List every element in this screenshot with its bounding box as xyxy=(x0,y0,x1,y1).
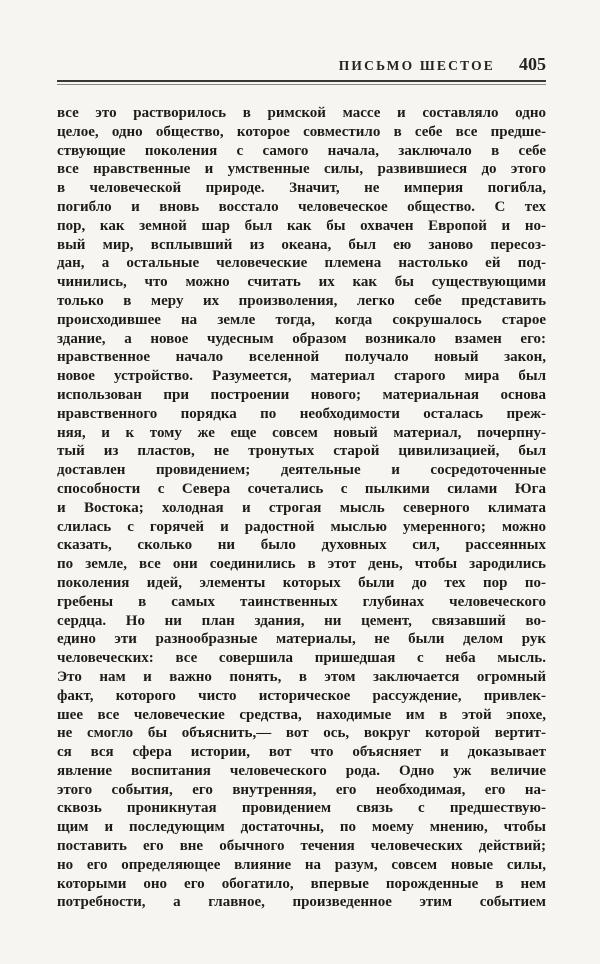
text-line: целое, одно общество, которое совместило в себе все предше- xyxy=(57,123,546,140)
text-line: сквозь проникнутая провидением связь с предшествую- xyxy=(57,800,546,817)
text-line: в человеческой природе. Значит, не империя погибла, xyxy=(57,180,546,197)
text-line: только в меру их произволения, легко себе представить xyxy=(57,292,546,309)
text-line: Это нам и важно понять, в этом заключается огромный xyxy=(57,668,546,685)
text-line: здание, а новое чудесным образом возникало взамен его: xyxy=(57,330,546,347)
running-title: ПИСЬМО ШЕСТОЕ xyxy=(338,58,495,73)
text-line: шее все человеческие средства, находимые им в этой эпохе, xyxy=(57,706,546,723)
text-line: новое устройство. Разумеется, материал старого мира был xyxy=(57,368,546,385)
text-line: способности с Севера сочетались с пылкими силами Юга xyxy=(57,480,546,497)
body-text xyxy=(57,104,546,912)
text-line: ствующие поколения с самого начала, заключало в себе xyxy=(57,142,546,159)
text-line: потребности, а главное, произведенное этим событием xyxy=(57,894,546,911)
text-line: которыми оно его обогатило, впервые порожденные в нем xyxy=(57,875,546,892)
text-line: и Востока; холодная и строгая мысль северного климата xyxy=(57,499,546,516)
text-line: слилась с горячей и радостной мыслью умеренного; можно xyxy=(57,518,546,535)
text-line: но его определяющее влияние на разум, совсем новые силы, xyxy=(57,856,546,873)
text-line: по земле, все они соединились в этот день, чтобы зародились xyxy=(57,556,546,573)
text-line: няя, и к тому же еще совсем новый материал, почерпну- xyxy=(57,424,546,441)
text-line: гребены в самых таинственных глубинах человеческого xyxy=(57,593,546,610)
text-line: щим и последующим достаточны, по моему мнению, чтобы xyxy=(57,819,546,836)
text-line: поколения идей, элементы которых были до тех пор по- xyxy=(57,574,546,591)
text-line: использован при построении нового; материальная основа xyxy=(57,386,546,403)
text-line: факт, которого чисто историческое рассуждение, привлек- xyxy=(57,687,546,704)
text-line: происходившее на земле тогда, когда сокрушалось старое xyxy=(57,311,546,328)
header-rule xyxy=(57,80,546,85)
text-line: сказать, сколько ни было духовных сил, рассеянных xyxy=(57,537,546,554)
text-line: доставлен провидением; деятельные и сосредоточенные xyxy=(57,462,546,479)
text-line: пор, как земной шар был как бы охвачен Европой и но- xyxy=(57,217,546,234)
text-line: ся вся сфера истории, вот что объясняет и доказывает xyxy=(57,744,546,761)
text-line: все это растворилось в римской массе и составляло одно xyxy=(57,105,546,121)
text-line: сердца. Но ни план здания, ни цемент, связавший во- xyxy=(57,612,546,629)
text-line: нравственное начало вселенной получало новый закон, xyxy=(57,349,546,366)
text-line: явление воспитания человеческого рода. Одно уж величие xyxy=(57,762,546,779)
text-line: чинились, что можно считать их как бы существующими xyxy=(57,274,546,291)
text-line: человеческих: все совершила пришедшая с неба мысль. xyxy=(57,650,546,667)
text-line: тый из пластов, не тронутых старой цивилизацией, был xyxy=(57,443,546,460)
text-line: не смогло бы объяснить,— вот ось, вокруг которой вертит- xyxy=(57,725,546,742)
text-line: вый мир, всплывший из океана, был ею заново пересоз- xyxy=(57,236,546,253)
text-line: все нравственные и умственные силы, развившиеся до этого xyxy=(57,161,546,178)
text-line: едино эти разнообразные материалы, не были делом рук xyxy=(57,631,546,648)
text-line: погибло и вновь восстало человеческое общество. С тех xyxy=(57,198,546,215)
text-line: нравственного порядка по необходимости осталась преж- xyxy=(57,405,546,422)
text-line: дан, а остальные человеческие племена настолько ей под- xyxy=(57,255,546,272)
text-line: поставить его вне обычного течения человеческих действий; xyxy=(57,838,546,855)
page-number: 405 xyxy=(519,54,546,74)
text-line: этого события, его внутренняя, его необходимая, его на- xyxy=(57,781,546,798)
running-header xyxy=(57,54,546,75)
